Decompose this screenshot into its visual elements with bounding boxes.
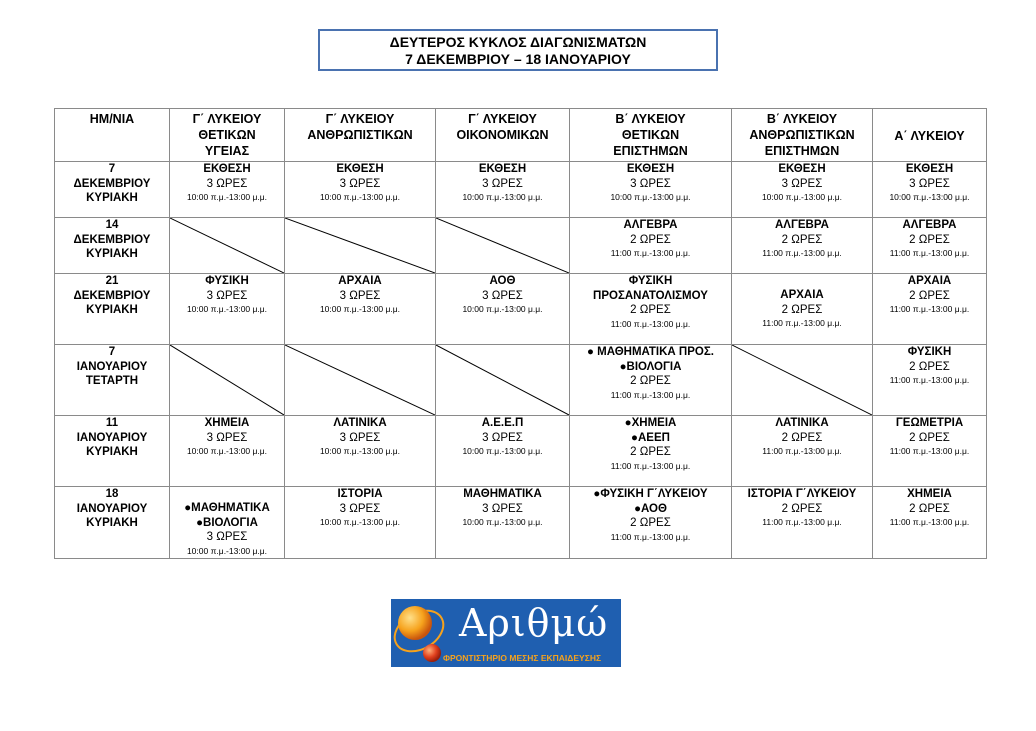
exam-duration: 3 ΩΡΕΣ: [206, 177, 248, 190]
exam-duration: 3 ΩΡΕΣ: [339, 177, 381, 190]
column-header-line: Β΄ ΛΥΚΕΙΟΥ: [615, 112, 686, 126]
exam-cell: [436, 416, 570, 487]
exam-subject: ●ΜΑΘΗΜΑΤΙΚΑ: [184, 502, 270, 514]
diagonal-strike-line: [170, 345, 284, 415]
diagonal-strike-line: [170, 218, 284, 273]
date-line: ΙΑΝΟΥΑΡΙΟΥ: [76, 431, 148, 444]
exam-duration: 3 ΩΡΕΣ: [206, 289, 248, 302]
no-exam-cell: [436, 345, 570, 416]
schedule-title-line2: 7 ΔΕΚΕΜΒΡΙΟΥ – 18 ΙΑΝΟΥΑΡΙΟΥ: [405, 51, 631, 67]
logo-wordmark: Αριθμώ: [459, 601, 609, 645]
exam-cell: [873, 218, 987, 274]
exam-duration: 3 ΩΡΕΣ: [482, 502, 523, 515]
schedule-title-line1: ΔΕΥΤΕΡΟΣ ΚΥΚΛΟΣ ΔΙΑΓΩΝΙΣΜΑΤΩΝ: [389, 34, 647, 50]
exam-subject: ΕΚΘΕΣΗ: [905, 163, 954, 175]
column-header: [436, 109, 570, 162]
exam-duration: 2 ΩΡΕΣ: [630, 233, 671, 246]
exam-cell: [285, 274, 436, 345]
exam-subject: ΕΚΘΕΣΗ: [203, 163, 251, 175]
exam-subject: ΕΚΘΕΣΗ: [336, 163, 384, 175]
exam-time: 10:00 π.μ.-13:00 μ.μ.: [319, 192, 401, 202]
exam-duration: 2 ΩΡΕΣ: [630, 304, 671, 316]
no-exam-cell: [732, 345, 873, 416]
exam-subject: ΙΣΤΟΡΙΑ: [337, 488, 383, 500]
exam-cell: [170, 487, 285, 559]
column-header-line: ΕΠΙΣΤΗΜΩΝ: [764, 144, 840, 158]
exam-cell: [873, 162, 987, 218]
exam-cell: [285, 487, 436, 559]
table-row: [55, 162, 987, 218]
date-cell: [55, 218, 170, 274]
exam-duration: 2 ΩΡΕΣ: [630, 517, 671, 529]
date-line: 7: [108, 346, 116, 358]
exam-duration: 3 ΩΡΕΣ: [339, 431, 381, 444]
exam-cell: [285, 162, 436, 218]
exam-duration: 3 ΩΡΕΣ: [630, 177, 671, 190]
exam-subject: ΠΡΟΣΑΝΑΤΟΛΙΣΜΟΥ: [593, 289, 708, 302]
date-cell: [55, 345, 170, 416]
exam-time: 10:00 π.μ.-13:00 μ.μ.: [462, 446, 543, 456]
exam-time: 10:00 π.μ.-13:00 μ.μ.: [462, 304, 543, 314]
exam-time: 10:00 π.μ.-13:00 μ.μ.: [186, 304, 268, 314]
date-cell: [55, 416, 170, 487]
diagonal-strike-line: [285, 218, 435, 273]
date-cell: [55, 487, 170, 559]
exam-subject: ΓΕΩΜΕΤΡΙΑ: [895, 417, 964, 429]
date-line: ΚΥΡΙΑΚΗ: [86, 248, 138, 260]
no-exam-cell: [170, 218, 285, 274]
exam-cell: [732, 274, 873, 345]
table-row: [55, 218, 987, 274]
date-cell: [55, 274, 170, 345]
exam-duration: 3 ΩΡΕΣ: [206, 431, 248, 444]
exam-time: 10:00 π.μ.-13:00 μ.μ.: [610, 192, 691, 202]
diagonal-strike-line: [436, 218, 569, 273]
column-header-line: Γ΄ ΛΥΚΕΙΟΥ: [192, 112, 262, 126]
exam-time: 11:00 π.μ.-13:00 μ.μ.: [610, 248, 691, 258]
exam-schedule-table: [54, 108, 987, 559]
column-header-line: Β΄ ΛΥΚΕΙΟΥ: [766, 112, 838, 126]
no-exam-cell: [170, 345, 285, 416]
exam-subject: ΧΗΜΕΙΑ: [204, 417, 250, 429]
exam-time: 11:00 π.μ.-13:00 μ.μ.: [762, 318, 842, 328]
exam-duration: 2 ΩΡΕΣ: [909, 233, 950, 246]
no-exam-cell: [285, 345, 436, 416]
date-line: ΙΑΝΟΥΑΡΙΟΥ: [76, 502, 148, 515]
date-line: 14: [105, 219, 119, 231]
exam-time: 10:00 π.μ.-13:00 μ.μ.: [319, 304, 401, 314]
exam-subject: ΑΡΧΑΙΑ: [338, 275, 382, 287]
exam-subject: ΕΚΘΕΣΗ: [778, 163, 826, 175]
exam-time: 10:00 π.μ.-13:00 μ.μ.: [889, 192, 970, 202]
exam-duration: 2 ΩΡΕΣ: [630, 375, 671, 387]
exam-time: 11:00 π.μ.-13:00 μ.μ.: [889, 446, 970, 456]
exam-subject: ΑΛΓΕΒΡΑ: [623, 219, 678, 231]
date-line: 21: [105, 275, 119, 287]
exam-cell: [170, 416, 285, 487]
date-line: 11: [105, 417, 119, 429]
exam-subject: ΑΡΧΑΙΑ: [780, 289, 824, 301]
exam-duration: 3 ΩΡΕΣ: [482, 431, 523, 444]
exam-time: 10:00 π.μ.-13:00 μ.μ.: [319, 517, 401, 527]
diagonal-strike-line: [732, 345, 872, 415]
column-header-line: ΑΝΘΡΩΠΙΣΤΙΚΩΝ: [307, 128, 413, 142]
exam-subject: ΑΛΓΕΒΡΑ: [775, 219, 829, 231]
table-row: [55, 274, 987, 345]
column-header: [170, 109, 285, 162]
column-header: [732, 109, 873, 162]
logo-tagline: ΦΡΟΝΤΙΣΤΗΡΙΟ ΜΕΣΗΣ ΕΚΠΑΙΔΕΥΣΗΣ: [443, 653, 602, 663]
exam-time: 10:00 π.μ.-13:00 μ.μ.: [319, 446, 401, 456]
exam-subject: ΕΚΘΕΣΗ: [626, 163, 675, 175]
exam-duration: 3 ΩΡΕΣ: [482, 289, 523, 302]
column-header-line: ΘΕΤΙΚΩΝ: [621, 128, 680, 142]
exam-cell: [732, 218, 873, 274]
exam-cell: [732, 416, 873, 487]
exam-cell: [570, 345, 732, 416]
exam-cell: [436, 162, 570, 218]
arithmo-logo: [391, 599, 621, 667]
table-row: [55, 487, 987, 559]
exam-duration: 2 ΩΡΕΣ: [781, 502, 823, 515]
exam-time: 11:00 π.μ.-13:00 μ.μ.: [762, 446, 842, 456]
column-header-line: ΗΜ/ΝΙΑ: [89, 112, 135, 126]
exam-subject: Α.Ε.Ε.Π: [481, 417, 524, 429]
exam-cell: [873, 274, 987, 345]
exam-time: 10:00 π.μ.-13:00 μ.μ.: [186, 446, 268, 456]
exam-duration: 2 ΩΡΕΣ: [909, 502, 950, 515]
exam-cell: [873, 416, 987, 487]
date-line: ΚΥΡΙΑΚΗ: [86, 517, 138, 529]
exam-time: 11:00 π.μ.-13:00 μ.μ.: [610, 531, 691, 542]
exam-subject: ΜΑΘΗΜΑΤΙΚΑ: [463, 488, 542, 500]
exam-subject: ΦΥΣΙΚΗ: [205, 275, 249, 287]
exam-cell: [436, 487, 570, 559]
column-header-line: Α΄ ΛΥΚΕΙΟΥ: [894, 129, 965, 143]
column-header-line: ΥΓΕΙΑΣ: [204, 144, 250, 158]
column-header: [55, 109, 170, 162]
exam-cell: [873, 487, 987, 559]
exam-subject: ●ΦΥΣΙΚΗ Γ΄ΛΥΚΕΙΟΥ: [593, 488, 708, 500]
diagonal-strike-line: [285, 345, 435, 415]
exam-subject: ΛΑΤΙΝΙΚΑ: [333, 417, 387, 429]
exam-subject: ΙΣΤΟΡΙΑ Γ΄ΛΥΚΕΙΟΥ: [747, 488, 857, 500]
exam-duration: 2 ΩΡΕΣ: [781, 431, 823, 444]
exam-subject: ●ΑΕΕΠ: [631, 431, 670, 444]
exam-subject: ΦΥΣΙΚΗ: [907, 346, 952, 358]
exam-subject: ΕΚΘΕΣΗ: [478, 163, 527, 175]
exam-subject: ΧΗΜΕΙΑ: [907, 488, 952, 500]
exam-cell: [570, 416, 732, 487]
exam-subject: ●ΒΙΟΛΟΓΙΑ: [196, 516, 258, 529]
column-header: [873, 109, 987, 162]
exam-subject: ΦΥΣΙΚΗ: [628, 275, 673, 287]
exam-duration: 2 ΩΡΕΣ: [781, 303, 823, 316]
exam-subject: ●ΒΙΟΛΟΓΙΑ: [619, 360, 682, 373]
date-line: ΙΑΝΟΥΑΡΙΟΥ: [76, 360, 148, 373]
exam-duration: 3 ΩΡΕΣ: [909, 177, 950, 190]
exam-subject: ●ΧΗΜΕΙΑ: [624, 417, 677, 429]
exam-duration: 3 ΩΡΕΣ: [339, 289, 381, 302]
exam-subject: ● ΜΑΘΗΜΑΤΙΚΑ ΠΡΟΣ.: [587, 346, 714, 358]
date-cell: [55, 162, 170, 218]
exam-time: 11:00 π.μ.-13:00 μ.μ.: [889, 375, 970, 385]
exam-time: 10:00 π.μ.-13:00 μ.μ.: [761, 192, 843, 202]
exam-time: 11:00 π.μ.-13:00 μ.μ.: [889, 248, 970, 258]
column-header-line: ΑΝΘΡΩΠΙΣΤΙΚΩΝ: [749, 128, 855, 142]
exam-time: 11:00 π.μ.-13:00 μ.μ.: [762, 248, 842, 258]
exam-time: 10:00 π.μ.-13:00 μ.μ.: [462, 517, 543, 527]
exam-subject: ΑΛΓΕΒΡΑ: [902, 219, 957, 231]
exam-time: 11:00 π.μ.-13:00 μ.μ.: [610, 389, 691, 400]
exam-time: 11:00 π.μ.-13:00 μ.μ.: [610, 318, 691, 329]
exam-cell: [436, 274, 570, 345]
column-header-line: Γ΄ ΛΥΚΕΙΟΥ: [325, 112, 395, 126]
exam-cell: [570, 162, 732, 218]
column-header: [570, 109, 732, 162]
date-line: ΔΕΚΕΜΒΡΙΟΥ: [73, 177, 151, 190]
exam-cell: [570, 487, 732, 559]
column-header-line: ΕΠΙΣΤΗΜΩΝ: [613, 144, 688, 158]
schedule-title-box: [318, 29, 718, 71]
date-line: ΚΥΡΙΑΚΗ: [86, 304, 138, 316]
exam-cell: [170, 162, 285, 218]
column-header-line: ΘΕΤΙΚΩΝ: [198, 128, 256, 142]
exam-cell: [170, 274, 285, 345]
exam-time: 11:00 π.μ.-13:00 μ.μ.: [610, 460, 691, 471]
exam-duration: 2 ΩΡΕΣ: [909, 289, 950, 302]
exam-subject: ●ΑΟΘ: [634, 502, 667, 515]
exam-time: 11:00 π.μ.-13:00 μ.μ.: [889, 304, 970, 314]
exam-cell: [570, 218, 732, 274]
exam-subject: ΛΑΤΙΝΙΚΑ: [775, 417, 829, 429]
column-header-line: Γ΄ ΛΥΚΕΙΟΥ: [468, 112, 537, 126]
exam-time: 11:00 π.μ.-13:00 μ.μ.: [762, 517, 842, 527]
date-line: ΔΕΚΕΜΒΡΙΟΥ: [73, 289, 151, 302]
exam-duration: 2 ΩΡΕΣ: [630, 446, 671, 458]
exam-cell: [732, 487, 873, 559]
column-header: [285, 109, 436, 162]
exam-duration: 3 ΩΡΕΣ: [206, 531, 248, 543]
table-row: [55, 416, 987, 487]
exam-cell: [732, 162, 873, 218]
exam-subject: ΑΡΧΑΙΑ: [907, 275, 952, 287]
exam-time: 10:00 π.μ.-13:00 μ.μ.: [186, 545, 268, 556]
exam-time: 10:00 π.μ.-13:00 μ.μ.: [462, 192, 543, 202]
table-row: [55, 345, 987, 416]
no-exam-cell: [436, 218, 570, 274]
column-header-line: ΟΙΚΟΝΟΜΙΚΩΝ: [456, 128, 549, 142]
diagonal-strike-line: [436, 345, 569, 415]
exam-time: 10:00 π.μ.-13:00 μ.μ.: [186, 192, 268, 202]
table-header-row: [55, 109, 987, 162]
exam-time: 11:00 π.μ.-13:00 μ.μ.: [889, 517, 970, 527]
date-line: ΚΥΡΙΑΚΗ: [86, 192, 138, 204]
date-line: 7: [108, 163, 116, 175]
date-line: 18: [105, 488, 119, 500]
date-line: ΔΕΚΕΜΒΡΙΟΥ: [73, 233, 151, 246]
exam-duration: 3 ΩΡΕΣ: [781, 177, 823, 190]
date-line: ΚΥΡΙΑΚΗ: [86, 446, 138, 458]
exam-cell: [285, 416, 436, 487]
exam-duration: 2 ΩΡΕΣ: [909, 431, 950, 444]
exam-subject: ΑΟΘ: [489, 275, 516, 287]
exam-duration: 2 ΩΡΕΣ: [909, 360, 950, 373]
exam-cell: [570, 274, 732, 345]
no-exam-cell: [285, 218, 436, 274]
exam-duration: 2 ΩΡΕΣ: [781, 233, 823, 246]
exam-cell: [873, 345, 987, 416]
exam-duration: 3 ΩΡΕΣ: [482, 177, 523, 190]
exam-duration: 3 ΩΡΕΣ: [339, 502, 381, 515]
date-line: ΤΕΤΑΡΤΗ: [85, 375, 139, 387]
